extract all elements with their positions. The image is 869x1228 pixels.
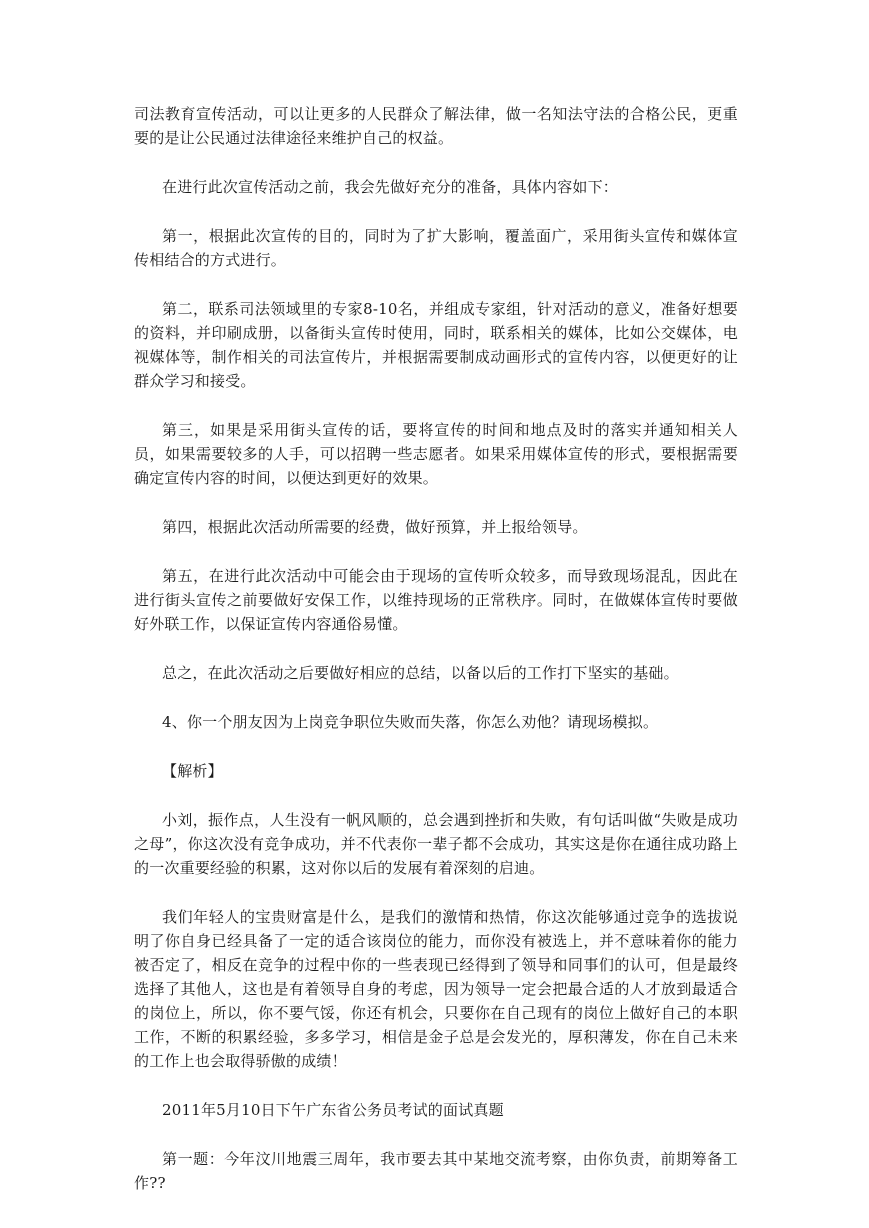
analysis-paragraph-1: 小刘，振作点，人生没有一帆风顺的，总会遇到挫折和失败，有句话叫做“失败是成功之母”，你这次没有竞争成功，并不代表你一辈子都不会成功，其实这是你在通往成功路上的一次重要经验的积累，这对你以后的发展有着深刻的启迪。 [134,811,738,877]
paragraph-preparation: 在进行此次宣传活动之前，我会先做好充分的准备，具体内容如下： [162,178,619,196]
exam-title: 2011年5月10日下午广东省公务员考试的面试真题 [162,1101,504,1119]
paragraph-summary: 总之，在此次活动之后要做好相应的总结，以备以后的工作打下坚实的基础。 [162,664,679,682]
paragraph-step-3: 第三，如果是采用街头宣传的话，要将宣传的时间和地点及时的落实并通知相关人员，如果需要较多的人手，可以招聘一些志愿者。如果采用媒体宣传的形式，要根据需要确定宣传内容的时间，以便达到更好的效果。 [134,421,738,487]
analysis-paragraph-2: 我们年轻人的宝贵财富是什么，是我们的激情和热情，你这次能够通过竞争的选拔说明了你自身已经具备了一定的适合该岗位的能力，而你没有被选上，并不意味着你的能力被否定了，相反在竞争的过程中你的一些表现已经得到了领导和同事们的认可，但是最终选择了其他人，这也是有着领导自身的考虑，因为领导一定会把最合适的人才放到最适合的岗位上，所以，你不要气馁，你还有机会，只要你在自己现有的岗位上做好自己的本职工作，不断的积累经验，多多学习，相信是金子总是会发光的，厚积薄发，你在自己未来的工作上也会取得骄傲的成绩！ [134,908,738,1070]
question-4: 4、你一个朋友因为上岗竞争职位失败而失落，你怎么劝他？请现场模拟。 [162,713,659,731]
paragraph-step-4: 第四，根据此次活动所需要的经费，做好预算，并上报给领导。 [162,518,588,536]
paragraph-step-1: 第一，根据此次宣传的目的，同时为了扩大影响，覆盖面广，采用街头宣传和媒体宣传相结合的方式进行。 [134,227,738,269]
paragraph-step-5: 第五，在进行此次活动中可能会由于现场的宣传听众较多，而导致现场混乱，因此在进行街头宣传之前要做好安保工作，以维持现场的正常秩序。同时，在做媒体宣传时要做好外联工作，以保证宣传内容通俗易懂。 [134,567,738,633]
analysis-heading: 【解析】 [162,762,223,780]
paragraph-intro-continued: 司法教育宣传活动，可以让更多的人民群众了解法律，做一名知法守法的合格公民，更重要的是让公民通过法律途径来维护自己的权益。 [134,105,738,147]
paragraph-step-2: 第二，联系司法领域里的专家8-10名，并组成专家组，针对活动的意义，准备好想要的资料，并印刷成册，以备街头宣传时使用，同时，联系相关的媒体，比如公交媒体，电视媒体等，制作相关的司法宣传片，并根据需要制成动画形式的宣传内容，以便更好的让群众学习和接受。 [134,300,738,390]
document-body [134,102,738,1220]
question-1: 第一题：今年汶川地震三周年，我市要去其中某地交流考察，由你负责，前期筹备工作?? [134,1150,738,1192]
